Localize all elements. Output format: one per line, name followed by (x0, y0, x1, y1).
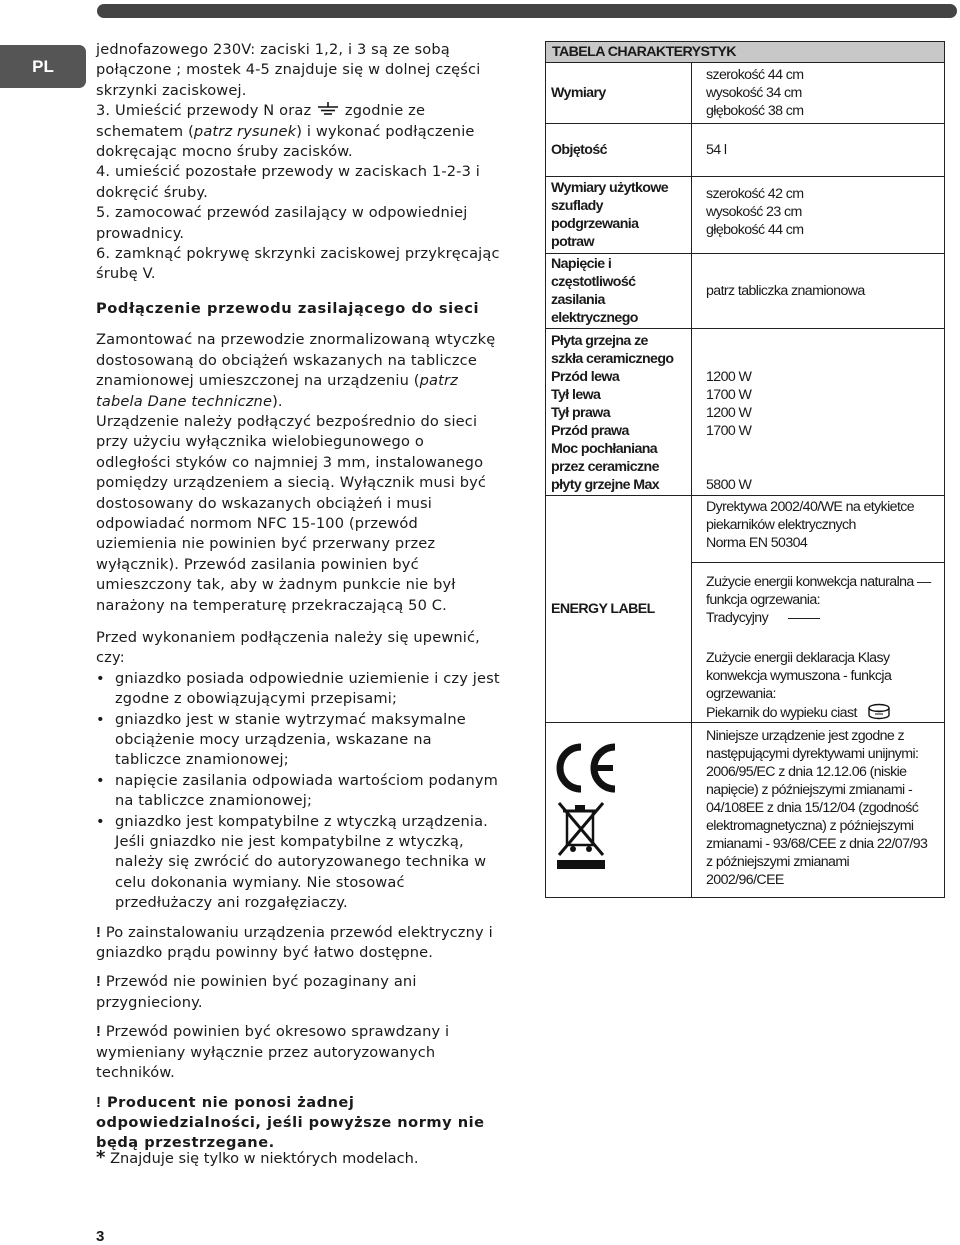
value-compliance: Niniejsze urządzenie jest zgodne z następującymi dyrektywami unijnymi: 2006/95/EC z dnia 12.12.06 (niskie napięcie) z późniejszymi zmianami - 04/108EE z dnia 15/12/04 (zgodność elektromagnetyczna) z późniejszymi zmianami - 93/68/CEE z dnia 22/07/93 z późniejszymi zmianami 2002/96/CEE (706, 728, 928, 888)
label-dimensions: Wymiary (546, 63, 692, 123)
label-hob: Płyta grzejna ze szkła ceramicznego Przód lewa Tył lewa Tył prawa Przód prawa Moc pochłaniana przez ceramiczne płyty grzejne Max (546, 329, 692, 495)
language-tab: PL (0, 45, 86, 88)
step-4: 4. umieścić pozostałe przewody w zaciskach 1-2-3 i dokręcić śruby. (96, 163, 481, 201)
list-item: • napięcie zasilania odpowiada wartościom podanym na tabliczce znamionowej; (96, 771, 500, 812)
value-usable-dims: szerokość 42 cm wysokość 23 cm głębokość 44 cm (706, 186, 804, 238)
warning-liability: ! Producent nie ponosi żadnej odpowiedzialności, jeśli powyższe normy nie będą przestrzegane. (96, 1093, 485, 1152)
paragraph-switch: Urządzenie należy podłączyć bezpośrednio do sieci przy użyciu wyłącznika wielobiegunowego o odległości styków co najmniej 3 mm, instalowanego pomiędzy urządzeniem a siecią. Wyłącznik musi być dostosowany do wskazanych obciążeń i musi odpowiadać normom NFC 15-100 (przewód uziemienia nie powinien być przerwany przez wyłącznik). Przewód zasilania powinien być umieszczony tak, aby w żadnym punkcie nie był narażony na temperaturę przekraczającą 50 C. (96, 412, 487, 614)
top-decorative-bar (97, 4, 957, 18)
row-dimensions (546, 63, 944, 124)
paragraph-plug: Zamontować na przewodzie znormalizowaną wtyczkę dostosowaną do obciążeń wskazanych na tabliczce znamionowej umieszczonej na urządzeniu (patrz tabela Dane techniczne). (96, 331, 496, 410)
paragraph-checklist-intro: Przed wykonaniem podłączenia należy się upewnić, czy: (96, 628, 480, 667)
baking-tray-icon (866, 703, 892, 721)
row-compliance (546, 723, 944, 897)
paragraph-wiring: jednofazowego 230V: zaciski 1,2, i 3 są ze sobą połączone ; mostek 4-5 znajduje się w dolnej części skrzynki zaciskowej. (96, 41, 481, 99)
value-voltage: patrz tabliczka znamionowa (706, 283, 865, 299)
earth-ground-icon (316, 102, 340, 116)
weee-bin-icon (551, 799, 611, 871)
row-energy (546, 496, 944, 723)
step-3: 3. Umieścić przewody N oraz zgodnie ze schematem (patrz rysunek) i wykonać podłączenie dokręcając mocno śruby zacisków. (96, 102, 475, 161)
label-voltage: Napięcie i częstotliwość zasilania elektrycznego (546, 254, 692, 328)
blank-line (788, 618, 820, 619)
warning-access: ! Po zainstalowaniu urządzenia przewód elektryczny i gniazdko prądu powinny być łatwo dostępne. (96, 923, 493, 962)
dim-width: szerokość 44 cm (706, 67, 804, 83)
checklist (96, 669, 500, 914)
row-usable-dims (546, 177, 944, 254)
list-item: • gniazdko jest w stanie wytrzymać maksymalne obciążenie mocy urządzenia, wskazane na tabliczce znamionowej; (96, 710, 500, 771)
ce-mark-icon (551, 741, 621, 795)
label-compliance (546, 723, 692, 897)
label-usable-dims: Wymiary użytkowe szuflady podgrzewania potraw (546, 177, 692, 253)
section-heading: Podłączenie przewodu zasilającego do sieci (96, 299, 480, 317)
row-hob (546, 329, 944, 496)
step-6: 6. zamknąć pokrywę skrzynki zaciskowej przykręcając śrubę V. (96, 245, 500, 283)
row-voltage (546, 254, 944, 329)
row-volume (546, 124, 944, 177)
value-energy-forced: Zużycie energii deklaracja Klasy konwekcja wymuszona - funkcja ogrzewania: Piekarnik do wypieku ciast (706, 650, 892, 721)
step-5: 5. zamocować przewód zasilający w odpowiedniej prowadnicy. (96, 204, 468, 242)
label-volume: Objętość (546, 124, 692, 176)
label-energy: ENERGY LABEL (546, 496, 692, 722)
list-item: • gniazdko jest kompatybilne z wtyczką urządzenia. Jeśli gniazdko nie jest kompatybilne z wtyczką, należy się zwrócić do autoryzowanego technika w celu dokonania wymiany. Nie stosować przedłużaczy ani rozgałęziaczy. (96, 812, 500, 914)
warning-bend: ! Przewód nie powinien być pozaginany ani przygnieciony. (96, 973, 417, 1011)
list-item: • gniazdko posiada odpowiednie uziemienie i czy jest zgodne z obowiązującymi przepisami; (96, 669, 500, 710)
value-hob: 1200 W 1700 W 1200 W 1700 W 5800 W (706, 369, 752, 493)
table-title: TABELA CHARAKTERYSTYK (546, 42, 944, 63)
left-column (96, 40, 500, 1154)
page-number: 3 (96, 1228, 105, 1245)
dim-depth: głębokość 38 cm (706, 103, 804, 119)
dim-height: wysokość 34 cm (706, 85, 802, 101)
value-volume: 54 l (706, 142, 727, 158)
spec-table (545, 41, 945, 898)
warning-inspect: ! Przewód powinien być okresowo sprawdzany i wymieniany wyłącznie przez autoryzowanych techników. (96, 1023, 450, 1082)
footnote: * Znajduje się tylko w niektórych modelach. (96, 1147, 419, 1168)
value-energy-conventional: Zużycie energii konwekcja naturalna — funkcja ogrzewania: Tradycyjny (706, 574, 931, 626)
value-directive: Dyrektywa 2002/40/WE na etykietce piekarników elektrycznych Norma EN 50304 (692, 496, 944, 563)
